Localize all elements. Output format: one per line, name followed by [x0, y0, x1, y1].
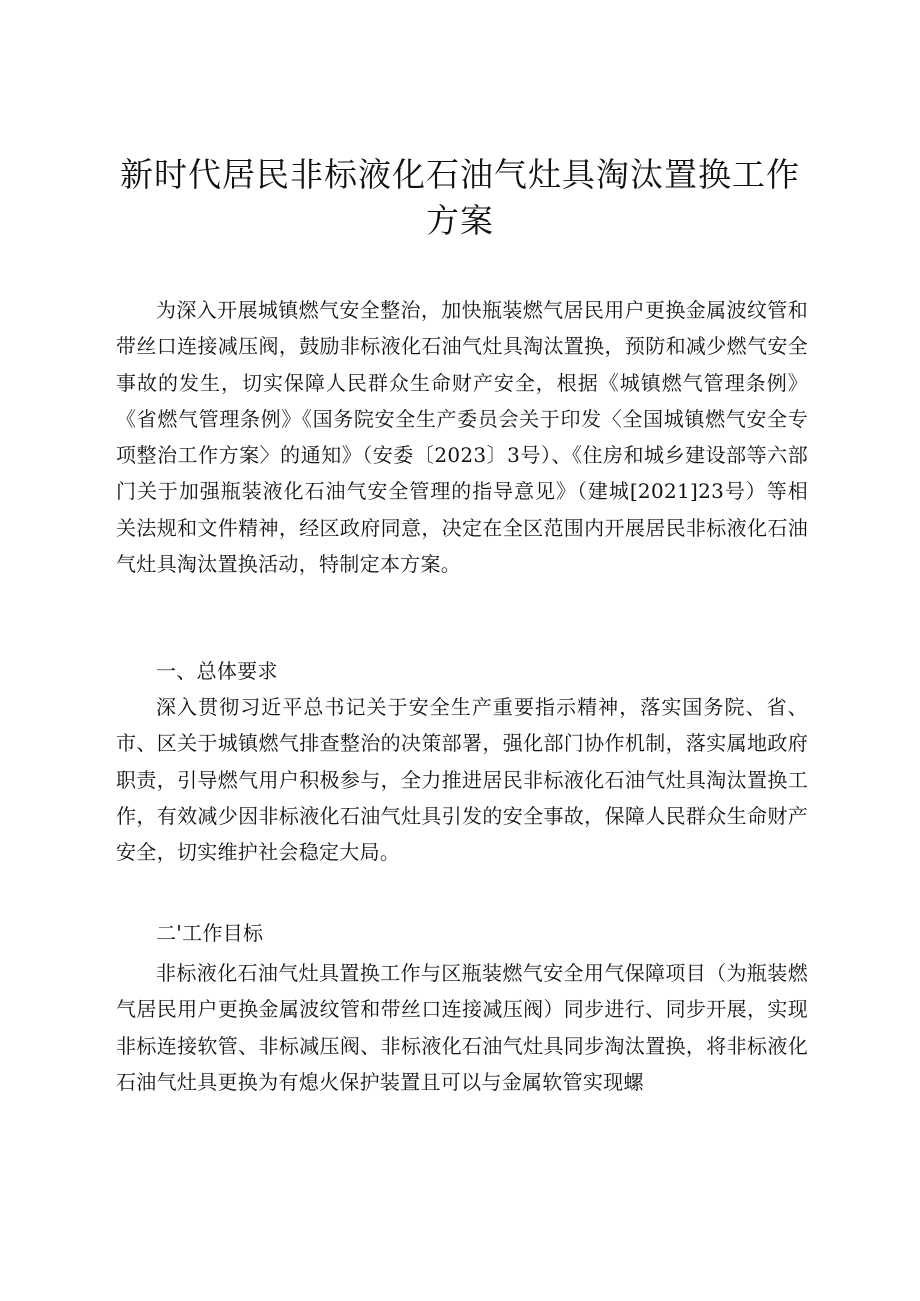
section-1-heading: 一、总体要求 [156, 659, 278, 683]
document-title-line-2: 方案 [426, 201, 494, 240]
section-1-heading-block [116, 653, 808, 689]
section-2-heading: 二'工作目标 [156, 921, 264, 945]
section-2-body [116, 955, 808, 1100]
intro-section [116, 292, 808, 582]
section-1-paragraph: 深入贯彻习近平总书记关于安全生产重要指示精神，落实国务院、省、市、区关于城镇燃气排查整治的决策部署，强化部门协作机制，落实属地政府职责，引导燃气用户积极参与，全力推进居民非标液化石油气灶具淘汰置换工作，有效减少因非标液化石油气灶具引发的安全事故，保障人民群众生命财产安全，切实维护社会稳定大局。 [116, 695, 808, 865]
section-1-body [116, 689, 808, 870]
document-title-line-1: 新时代居民非标液化石油气灶具淘汰置换工作 [120, 155, 800, 194]
intro-paragraph: 为深入开展城镇燃气安全整治，加快瓶装燃气居民用户更换金属波纹管和带丝口连接减压阀，鼓励非标液化石油气灶具淘汰置换，预防和减少燃气安全事故的发生，切实保障人民群众生命财产安全，根据《城镇燃气管理条例》《省燃气管理条例》《国务院安全生产委员会关于印发〈全国城镇燃气安全专项整治工作方案〉的通知》（安委〔2023〕3号）、《住房和城乡建设部等六部门关于加强瓶装液化石油气安全管理的指导意见》（建城[2021]23号）等相关法规和文件精神，经区政府同意，决定在全区范围内开展居民非标液化石油气灶具淘汰置换活动，特制定本方案。 [116, 298, 808, 577]
section-2-paragraph: 非标液化石油气灶具置换工作与区瓶装燃气安全用气保障项目（为瓶装燃气居民用户更换金属波纹管和带丝口连接减压阀）同步进行、同步开展，实现非标连接软管、非标减压阀、非标液化石油气灶具同步淘汰置换，将非标液化石油气灶具更换为有熄火保护装置且可以与金属软管实现螺 [116, 961, 808, 1094]
section-2-heading-block [116, 915, 808, 951]
